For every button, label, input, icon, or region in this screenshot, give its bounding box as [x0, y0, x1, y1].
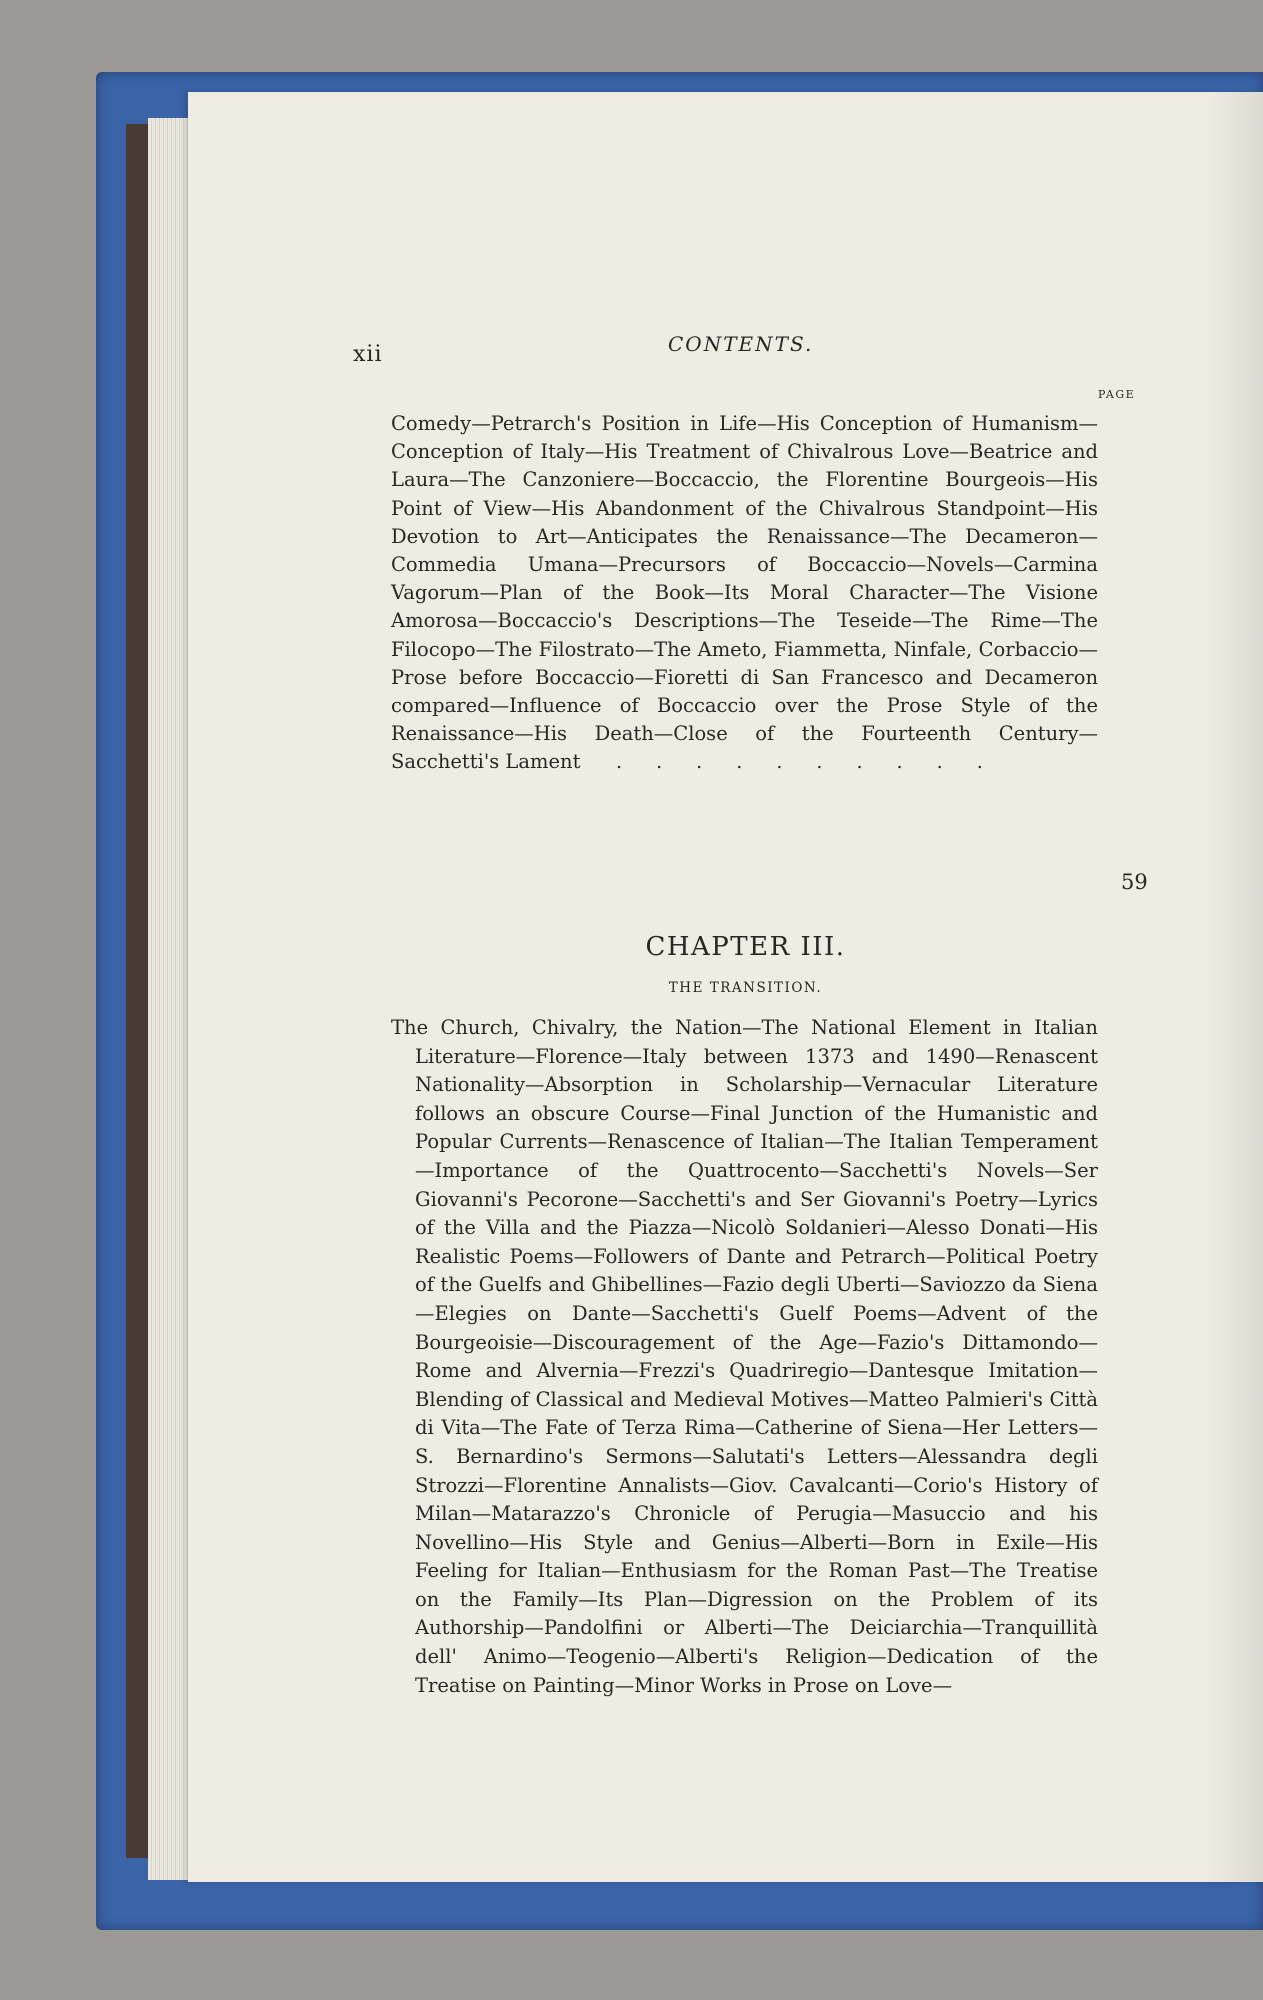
page-gutter-shadow [1203, 92, 1263, 1882]
chapter-two-text: Comedy—Petrarch's Position in Life—His Conception of Humanism—Conception of Italy—His Treatment of Chivalrous Love—Beatrice and Laura—The Canzoniere—Boccaccio, the Florentine Bourgeois—His Point of View—His Abandonment of the Chivalrous Standpoint—His Devotion to Art—Anticipates the Renaissance—The Decameron—Commedia Umana—Precursors of Boccaccio—Novels—Carmina Vagorum—Plan of the Book—Its Moral Character—The Visione Amorosa—Boccaccio's Descriptions—The Teseide—The Rime—The Filocopo—The Filostrato—The Ameto, Fiammetta, Ninfale, Corbaccio—Prose before Boccaccio—Fioretti di San Francesco and Decameron compared—Influence of Boccaccio over the Prose Style of the Renaissance—His Death—Close of the Fourteenth Century—Sacchetti's Lament [391, 412, 1098, 774]
chapter-two-contents [391, 410, 1098, 777]
book-page [188, 92, 1263, 1882]
chapter-title: CHAPTER III. [645, 932, 846, 962]
page-column-label: PAGE [1098, 388, 1136, 401]
dot-leader: . . . . . . . . . . [616, 751, 997, 774]
page-number: xii [353, 342, 383, 367]
chapter-two-page: 59 [1121, 870, 1148, 894]
chapter-subtitle: THE TRANSITION. [668, 980, 823, 996]
running-title: CONTENTS. [668, 332, 814, 356]
chapter-three-contents: The Church, Chivalry, the Nation—The National Element in Italian Literature—Florence—Italy between 1373 and 1490—Renascent Nationality—Absorption in Scholarship—Vernacular Literature follows an obscure Course—Final Junction of the Humanistic and Popular Currents—Renascence of Italian—The Italian Temperament—Importance of the Quattrocento—Sacchetti's Novels—Ser Giovanni's Pecorone—Sacchetti's and Ser Giovanni's Poetry—Lyrics of the Villa and the Piazza—Nicolò Soldanieri—Alesso Donati—His Realistic Poems—Followers of Dante and Petrarch—Political Poetry of the Guelfs and Ghibellines—Fazio degli Uberti—Saviozzo da Siena—Elegies on Dante—Sacchetti's Guelf Poems—Advent of the Bourgeoisie—Discouragement of the Age—Fazio's Dittamondo—Rome and Alvernia—Frezzi's Quadriregio—Dantesque Imitation—Blending of Classical and Medieval Motives—Matteo Palmieri's Città di Vita—The Fate of Terza Rima—Catherine of Siena—Her Letters—S. Bernardino's Sermons—Salutati's Letters—Alessandra degli Strozzi—Florentine Annalists—Giov. Cavalcanti—Corio's History of Milan—Matarazzo's Chronicle of Perugia—Masuccio and his Novellino—His Style and Genius—Alberti—Born in Exile—His Feeling for Italian—Enthusiasm for the Roman Past—The Treatise on the Family—Its Plan—Digression on the Problem of its Authorship—Pandolfini or Alberti—The Deiciarchia—Tranquillità dell' Animo—Teogenio—Alberti's Religion—Dedication of the Treatise on Painting—Minor Works in Prose on Love— [391, 1016, 1098, 1697]
